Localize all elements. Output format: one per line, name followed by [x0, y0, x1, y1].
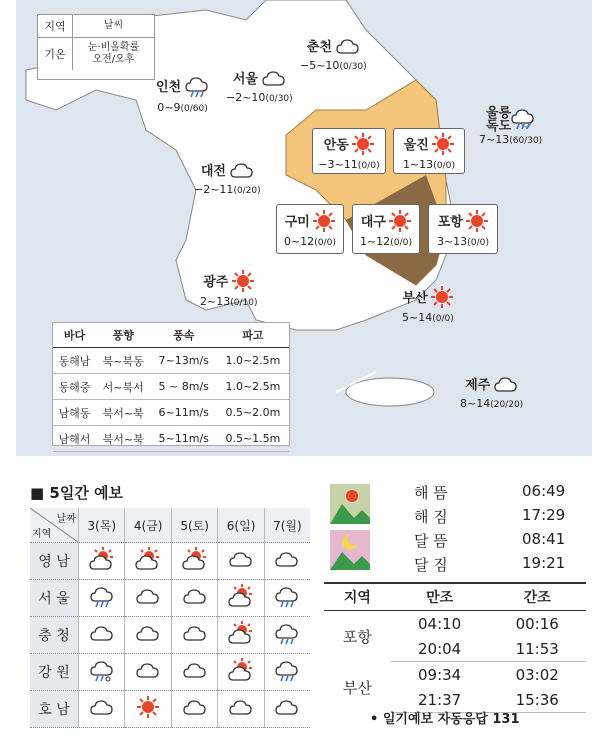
- tide-header: 만조: [391, 583, 489, 611]
- sun-icon: [352, 133, 374, 158]
- rain-icon: [90, 584, 114, 612]
- city-seoul: [226, 68, 293, 106]
- table-row: [324, 662, 586, 688]
- forecast-day: 5(토): [171, 508, 217, 543]
- city-jeju: [460, 374, 523, 412]
- city-name: 춘천: [306, 40, 332, 55]
- city-name-2: 독도: [486, 118, 512, 134]
- sea-cell: 5 ~ 8m/s: [151, 374, 217, 400]
- forecast-day: 7(월): [264, 508, 310, 543]
- city-daejeon: [194, 160, 261, 198]
- city-temp: 3~13: [436, 235, 468, 248]
- sea-cell: 0.5~2.0m: [217, 400, 289, 426]
- sun-icon: [466, 210, 488, 235]
- forecast-day: 4(금): [125, 508, 171, 543]
- tide-header: 지역: [324, 583, 391, 611]
- cloud-icon: [275, 697, 299, 721]
- city-name: 인천: [156, 80, 182, 95]
- city-temp: 7~13: [479, 133, 510, 146]
- sun-icon: [313, 210, 335, 235]
- forecast-region: 서 울: [30, 580, 79, 617]
- sunset-time: 17:29: [522, 506, 566, 524]
- city-gumi: [276, 204, 344, 254]
- sunrise-label: 해 뜸: [414, 484, 448, 502]
- table-row: [53, 374, 289, 400]
- city-rain: (0/10): [230, 298, 258, 308]
- rain-icon: [275, 658, 299, 686]
- city-ulleung: [479, 106, 542, 148]
- cloud-icon: [136, 586, 160, 610]
- sea-cell: 0.5~1.5m: [217, 426, 289, 452]
- tide-region: 부산: [342, 678, 372, 697]
- moonset-label: 달 짐: [414, 556, 448, 574]
- cloud-icon: [275, 549, 299, 573]
- city-gwangju: [200, 270, 257, 310]
- sea-cell: 1.0~2.5m: [217, 374, 289, 400]
- sea-cell: 동해중: [53, 374, 96, 400]
- cloud-icon: [230, 160, 254, 183]
- table-row: [53, 348, 289, 374]
- cloud-icon: [183, 660, 207, 684]
- tide-high: 09:34: [418, 665, 462, 684]
- city-rain: (0/0): [467, 237, 490, 248]
- cloud-icon: [136, 623, 160, 647]
- forecast-day: 6(일): [218, 508, 264, 543]
- cloud-icon: [229, 697, 253, 721]
- sea-cell: 6~11m/s: [151, 400, 217, 426]
- cloud-icon: [183, 623, 207, 647]
- city-name-1: 울릉: [486, 105, 512, 121]
- legend-weather: 날씨: [103, 20, 124, 31]
- city-temp: 0~12: [283, 235, 315, 248]
- sea-header: 풍속: [151, 323, 217, 348]
- rain-icon: [275, 621, 299, 649]
- forecast-table: [30, 508, 310, 728]
- city-name: 대구: [360, 214, 386, 230]
- city-temp: 1~13: [402, 158, 434, 171]
- forecast-region: 영 남: [30, 543, 79, 580]
- forecast-title: ■ 5일간 예보: [30, 484, 124, 502]
- city-name: 제주: [465, 378, 491, 393]
- footer-note: • 일기예보 자동응답 131: [370, 712, 520, 727]
- legend-rain-2: 오전/오후: [92, 54, 135, 65]
- sea-cell: 동해남: [53, 348, 96, 374]
- city-rain: (0/20): [233, 186, 261, 196]
- city-temp: −2~10: [226, 91, 266, 104]
- tide-low: 03:02: [515, 665, 559, 684]
- sun-cloud-icon: [135, 547, 161, 575]
- sea-cell: 남해서: [53, 426, 96, 452]
- city-andong: [312, 128, 386, 174]
- city-name: 포항: [437, 214, 463, 230]
- city-temp: −5~10: [300, 59, 340, 72]
- forecast-region: 충 청: [30, 617, 79, 654]
- sun-icon: [432, 133, 454, 158]
- sea-cell: 북서~북: [96, 426, 151, 452]
- sea-cell: 1.0~2.5m: [217, 348, 289, 374]
- city-busan: [402, 286, 454, 326]
- tide-low: 00:16: [515, 614, 559, 633]
- sea-header: 바다: [53, 323, 96, 348]
- city-rain: (0/0): [314, 237, 337, 248]
- city-name: 대전: [200, 164, 226, 179]
- cloud-icon: [494, 374, 518, 397]
- rain-icon: [275, 584, 299, 612]
- city-name: 안동: [323, 137, 349, 153]
- city-rain: (0/30): [339, 62, 367, 72]
- city-rain: (0/0): [390, 237, 413, 248]
- rain-icon: [511, 106, 535, 133]
- forecast-day: 3(목): [79, 508, 125, 543]
- city-temp: 0~9: [157, 101, 181, 114]
- moonrise-label: 달 뜸: [414, 532, 448, 550]
- moonrise-time: 08:41: [522, 530, 566, 548]
- sunset-label: 해 짐: [414, 508, 448, 526]
- city-rain: (20/20): [490, 400, 524, 410]
- sun-mountain-icon: [330, 484, 370, 524]
- sun-cloud-icon: [228, 621, 254, 649]
- city-rain: (0/30): [265, 94, 293, 104]
- sunrise-time: 06:49: [522, 482, 566, 500]
- city-pohang: [428, 204, 498, 254]
- sun-cloud-icon: [182, 547, 208, 575]
- sun-cloud-icon: [89, 547, 115, 575]
- city-uljin: [393, 128, 465, 174]
- city-rain: (0/0): [357, 160, 380, 171]
- tide-header: 간조: [488, 583, 586, 611]
- sun-icon: [232, 270, 254, 295]
- sun-cloud-icon: [228, 658, 254, 686]
- sun-icon: [431, 286, 453, 311]
- city-temp: 1~12: [359, 235, 391, 248]
- cloud-icon: [90, 697, 114, 721]
- forecast-region: 호 남: [30, 691, 79, 728]
- city-chuncheon: [300, 36, 367, 74]
- sea-header: 파고: [217, 323, 289, 348]
- table-row: [324, 611, 586, 637]
- tide-high: 20:04: [391, 636, 489, 662]
- city-temp: 8~14: [460, 397, 491, 410]
- cloud-icon: [183, 586, 207, 610]
- sea-table: [52, 322, 290, 446]
- city-rain: (0/0): [432, 314, 454, 324]
- sun-icon: [389, 210, 411, 235]
- sun-icon: [137, 696, 159, 722]
- tide-high: 04:10: [418, 614, 462, 633]
- rain-icon: [185, 74, 209, 101]
- table-row: [30, 580, 310, 617]
- city-temp: −3~11: [318, 158, 358, 171]
- sea-header: 풍향: [96, 323, 151, 348]
- map-legend: [37, 14, 155, 80]
- city-incheon: [156, 74, 209, 116]
- city-name: 서울: [232, 72, 258, 87]
- sea-cell: 북~북동: [96, 348, 151, 374]
- cloud-icon: [336, 36, 360, 59]
- table-row: [30, 617, 310, 654]
- city-temp: 2~13: [200, 295, 231, 308]
- legend-temp: 기온: [38, 38, 73, 70]
- sea-cell: 5~11m/s: [151, 426, 217, 452]
- tide-high: 21:37: [391, 687, 489, 713]
- tide-low: 11:53: [488, 636, 586, 662]
- legend-rain-1: 눈·비올확률: [87, 42, 140, 53]
- cloud-icon: [262, 68, 286, 91]
- cloud-icon: [136, 660, 160, 684]
- corner-region: 지역: [32, 529, 52, 540]
- sun-cloud-icon: [228, 584, 254, 612]
- city-name: 부산: [402, 291, 428, 306]
- legend-region: 지역: [38, 15, 73, 37]
- sea-cell: 서~북서: [96, 374, 151, 400]
- forecast-region: 강 원: [30, 654, 79, 691]
- city-rain: (0/60): [180, 104, 208, 114]
- table-row: [30, 543, 310, 580]
- tide-low: 15:36: [488, 687, 586, 713]
- rain-snow-icon: [90, 658, 114, 686]
- city-name: 울진: [403, 137, 429, 153]
- city-temp: −2~11: [194, 183, 234, 196]
- table-row: [53, 400, 289, 426]
- cloud-icon: [229, 549, 253, 573]
- cloud-icon: [183, 697, 207, 721]
- tide-table: [324, 582, 586, 713]
- table-row: [53, 426, 289, 452]
- sea-cell: 북서~북: [96, 400, 151, 426]
- weather-map: [16, 0, 592, 456]
- city-name: 구미: [284, 214, 310, 230]
- table-row: [30, 691, 310, 728]
- city-rain: (0/0): [433, 160, 456, 171]
- moonset-time: 19:21: [522, 554, 566, 572]
- sea-cell: 남해동: [53, 400, 96, 426]
- table-row: [30, 654, 310, 691]
- cloud-icon: [90, 623, 114, 647]
- moon-mountain-icon: [330, 530, 370, 570]
- city-temp: 5~14: [402, 311, 433, 324]
- city-name: 광주: [203, 275, 229, 290]
- sea-cell: 7~13m/s: [151, 348, 217, 374]
- city-rain: (60/30): [509, 136, 543, 146]
- corner-date: 날짜: [56, 514, 76, 525]
- forecast-corner: [30, 508, 79, 543]
- city-daegu: [352, 204, 420, 254]
- tide-region: 포항: [342, 627, 372, 646]
